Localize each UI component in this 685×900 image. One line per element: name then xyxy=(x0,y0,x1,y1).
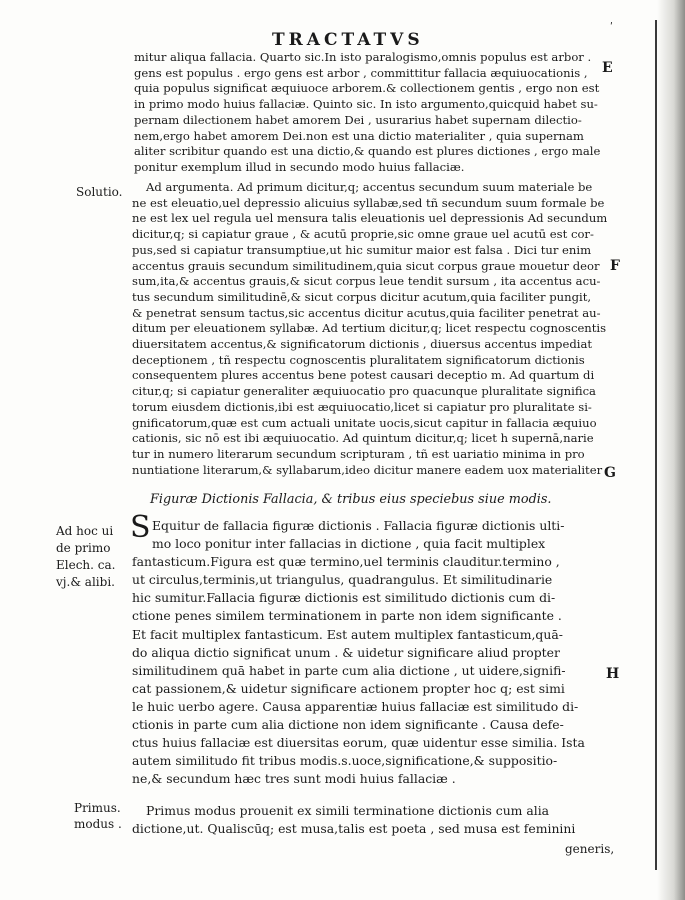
text-line: hic sumitur.Fallacia figuræ dictionis est similitudo dictionis cum di- xyxy=(132,590,556,606)
text-line: similitudinem quā habet in parte cum alia dictione , ut uidere,signifi- xyxy=(132,662,566,678)
text-line: dicitur,q; si capiatur graue , & acutū proprie,sic omne graue uel acutū est cor- xyxy=(132,227,594,242)
text-line: Primus modus prouenit ex simili terminatione dictionis cum alia xyxy=(146,803,550,818)
corner-mark: ʹ xyxy=(610,22,613,33)
text-line: le huic uerbo agere. Causa apparentiæ huius fallaciæ est similitudo di- xyxy=(132,698,579,714)
text-line: aliter scribitur quando est una dictio,& quando est plures dictiones , ergo male xyxy=(134,144,601,159)
text-line: Et facit multiplex fantasticum. Est autem multiplex fantasticum,quā- xyxy=(132,626,563,642)
text-line: mo loco ponitur inter fallacias in dictione , quia facit multiplex xyxy=(152,536,546,552)
text-line: citur,q; si capiatur generaliter æquiuocatio pro quacunque pluralitate significa xyxy=(132,384,596,399)
side-note-primus-line: modus . xyxy=(74,817,122,831)
side-note-reference xyxy=(56,523,115,591)
text-line: torum eiusdem dictionis,ibi est æquiuocatio,licet si capiatur pro pluralitate si- xyxy=(132,399,592,414)
text-line: ne est lex uel regula uel mensura talis eleuationis uel depressionis Ad secundum xyxy=(132,211,608,226)
text-line: dictione,ut. Qualiscūq; est musa,talis est poeta , sed musa est feminini xyxy=(132,821,576,837)
text-line: gnificatorum,quæ est cum actuali unitate uocis,sicut capitur in fallacia æquiuo xyxy=(132,415,597,430)
side-note-reference-line: Ad hoc ui xyxy=(56,524,114,538)
text-line: gens est populus . ergo gens est arbor , committitur fallacia æquiuocationis , xyxy=(134,65,588,80)
drop-cap: S xyxy=(130,510,151,545)
text-block-figura xyxy=(132,517,602,788)
text-line: do aliqua dictio significat unum . & uidetur significare aliud propter xyxy=(132,644,560,660)
text-line: accentus grauis secundum similitudinem,quia sicut corpus graue mouetur deor xyxy=(132,258,600,273)
text-line: ne,& secundum hæc tres sunt modi huius fallaciæ . xyxy=(132,771,456,787)
text-line: ctionis in parte cum alia dictione non idem significante . Causa defe- xyxy=(132,717,564,733)
text-line: cationis, sic nō est ibi æquiuocatio. Ad quintum dicitur,q; licet h supernā,narie xyxy=(132,431,594,446)
text-line: consequentem plures accentus bene potest causari deceptio m. Ad quartum di xyxy=(132,368,595,383)
text-line: & penetrat sensum tactus,sic accentus dicitur acutus,quia faciliter penetrat au- xyxy=(132,305,601,320)
text-line: tus secundum similitudinē,& sicut corpus dicitur acutum,quia faciliter pungit, xyxy=(132,289,592,304)
text-line: fantasticum.Figura est quæ termino,uel terminis clauditur.termino , xyxy=(132,554,560,570)
text-line: ctione penes similem terminationem in parte non idem significante . xyxy=(132,608,562,624)
text-line: pus,sed si capiatur transumptiue,ut hic sumitur maior est falsa . Dici tur enim xyxy=(132,242,592,257)
margin-letter-g: G xyxy=(604,465,616,481)
margin-letter-f: F xyxy=(610,258,620,274)
text-line: deceptionem , tñ respectu cognoscentis pluralitatem significatorum dictionis xyxy=(132,352,585,367)
text-block-primus-modus xyxy=(132,802,602,838)
text-line: ut circulus,terminis,ut triangulus, quadrangulus. Et similitudinarie xyxy=(132,572,553,588)
text-line: ne est eleuatio,uel depressio alicuius syllabæ,sed tñ secundum suum formale be xyxy=(132,195,605,210)
margin-letter-e: E xyxy=(602,60,613,76)
side-note-reference-line: vj.& alibi. xyxy=(56,575,115,589)
page-edge-shadow xyxy=(657,0,685,900)
side-note-primus-line: Primus. xyxy=(74,801,121,815)
text-line: nuntiatione literarum,& syllabarum,ideo dicitur manere eadem uox materialiter xyxy=(132,462,603,477)
margin-letter-h: H xyxy=(606,666,620,682)
text-line: mitur aliqua fallacia. Quarto sic.In isto paralogismo,omnis populus est arbor . xyxy=(134,50,592,64)
side-note-primus xyxy=(74,800,122,832)
running-header: TRACTATVS xyxy=(272,30,424,50)
text-line: ponitur exemplum illud in secundo modo huius fallaciæ. xyxy=(134,159,465,174)
text-line: ctus huius fallaciæ est diuersitas eorum, quæ uidentur esse similia. Ista xyxy=(132,735,585,751)
text-line: Equitur de fallacia figuræ dictionis . Fallacia figuræ dictionis ulti- xyxy=(152,518,565,533)
text-block-objections xyxy=(134,50,599,176)
page-edge-line xyxy=(655,20,657,870)
text-block-solutio xyxy=(132,180,607,478)
text-line: autem similitudo fit tribus modis.s.uoce,significatione,& suppositio- xyxy=(132,753,558,769)
text-line: in primo modo huius fallaciæ. Quinto sic. In isto argumento,quicquid habet su- xyxy=(134,97,598,112)
text-line: tur in numero literarum secundum scripturam , tñ est uariatio minima in pro xyxy=(132,446,585,461)
catchword: generis, xyxy=(565,842,615,856)
text-line: ditum per eleuationem syllabæ. Ad tertium dicitur,q; licet respectu cognoscentis xyxy=(132,321,607,336)
text-line: cat passionem,& uidetur significare actionem propter hoc q; est simi xyxy=(132,680,565,696)
text-line: Ad argumenta. Ad primum dicitur,q; accentus secundum suum materiale be xyxy=(146,180,593,194)
side-note-reference-line: Elech. ca. xyxy=(56,558,116,572)
text-line: quia populus significat æquiuoce arborem.& collectionem gentis , ergo non est xyxy=(134,81,600,96)
side-note-reference-line: de primo xyxy=(56,541,111,555)
text-line: diuersitatem accentus,& significatorum dictionis , diuersus accentus impediat xyxy=(132,337,593,352)
section-heading: Figuræ Dictionis Fallacia, & tribus eius speciebus siue modis. xyxy=(150,492,552,507)
text-line: pernam dilectionem habet amorem Dei , usurarius habet supernam dilectio- xyxy=(134,112,582,127)
side-note-solutio: Solutio. xyxy=(76,185,123,199)
text-line: nem,ergo habet amorem Dei.non est una dictio materialiter , quia supernam xyxy=(134,128,584,143)
text-line: sum,ita,& accentus grauis,& sicut corpus leue tendit sursum , ita accentus acu- xyxy=(132,274,601,289)
